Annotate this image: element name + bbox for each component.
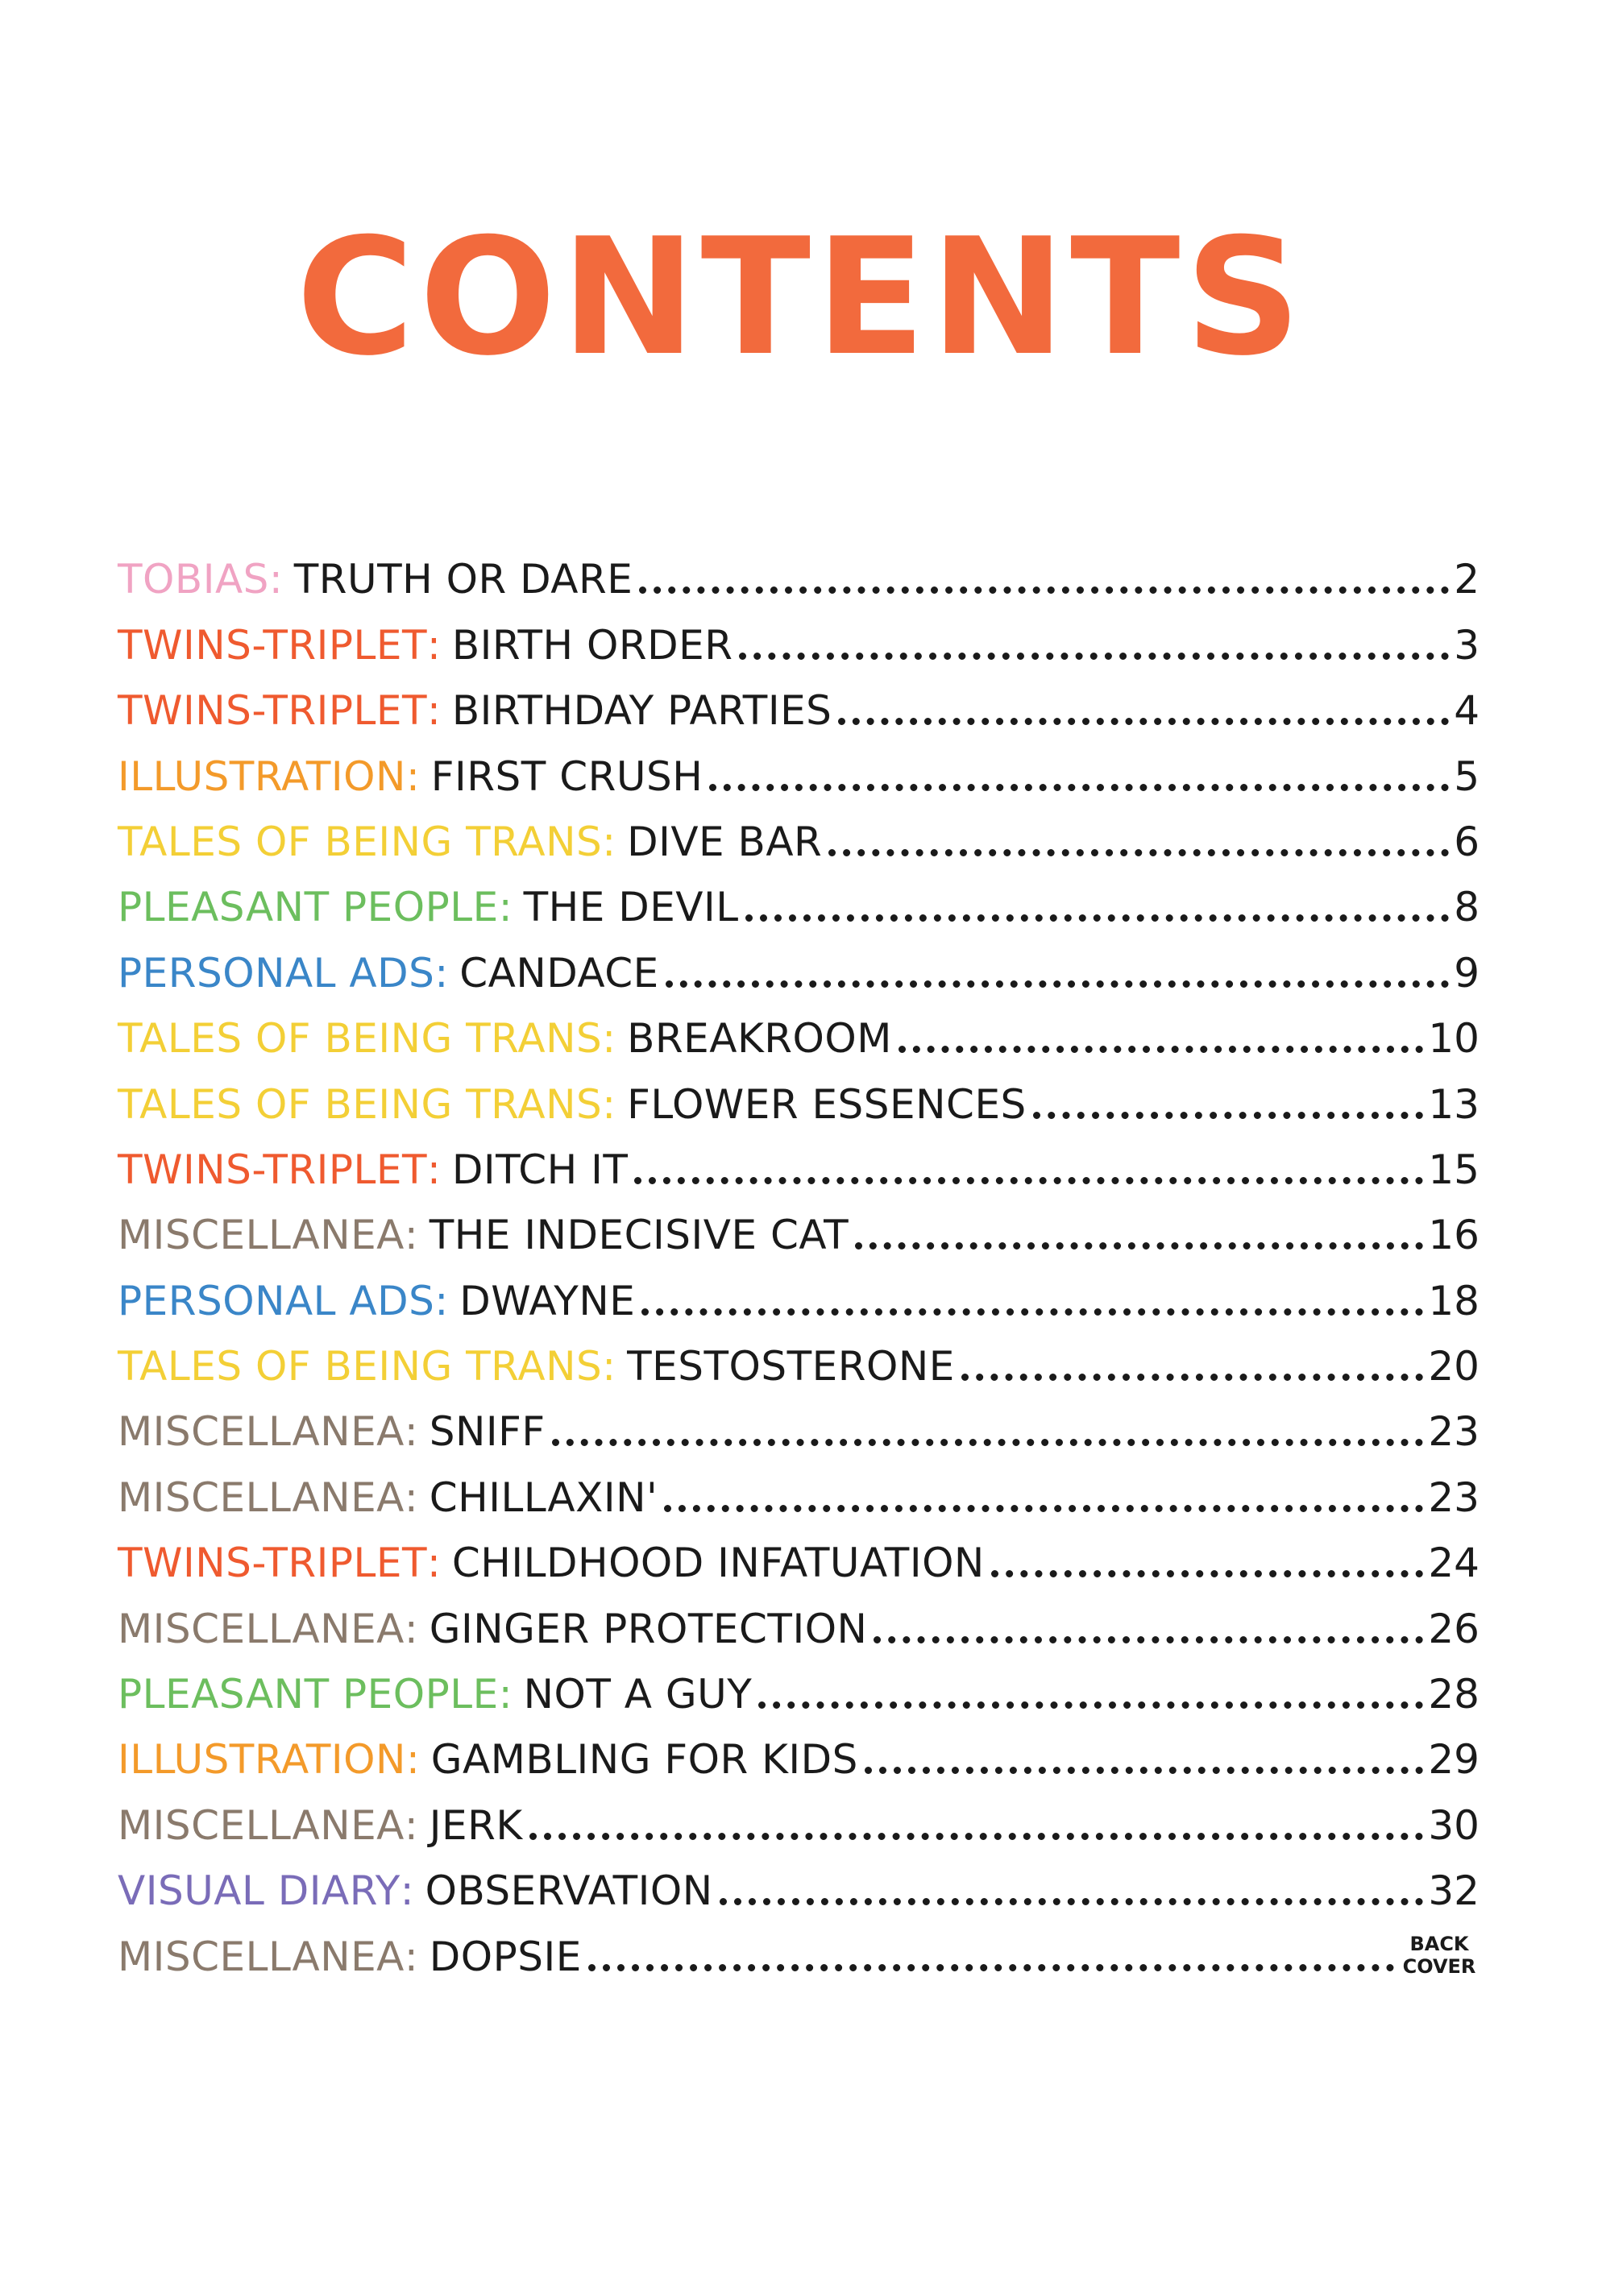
- toc-category: TALES OF BEING TRANS: [118, 1080, 603, 1128]
- toc-page-number: 8: [1454, 884, 1480, 931]
- toc-story-title: BIRTH ORDER: [451, 621, 733, 669]
- page-title: CONTENTS: [296, 204, 1306, 392]
- toc-entry: [118, 1653, 1480, 1718]
- category-separator: :: [427, 1146, 441, 1193]
- toc-entry: [118, 603, 1480, 669]
- category-separator: :: [498, 1671, 513, 1718]
- dot-leader: [745, 914, 1450, 922]
- toc-entry: [118, 1784, 1480, 1849]
- dot-leader: [709, 784, 1449, 791]
- toc-category: TOBIAS: [118, 556, 269, 603]
- toc-page-number: 18: [1428, 1277, 1480, 1324]
- toc-category: TALES OF BEING TRANS: [118, 1343, 603, 1390]
- dot-leader: [720, 1898, 1424, 1905]
- toc-story-title: DOPSIE: [429, 1933, 582, 1980]
- toc-category: MISCELLANEA: [118, 1605, 405, 1652]
- toc-entry: [118, 1194, 1480, 1259]
- toc-page-number: 24: [1428, 1540, 1480, 1587]
- toc-category: MISCELLANEA: [118, 1801, 405, 1849]
- toc-entry: [118, 1390, 1480, 1456]
- toc-story-title: FIRST CRUSH: [430, 752, 703, 800]
- category-separator: :: [268, 556, 283, 603]
- toc-entry: [118, 1456, 1480, 1521]
- dot-leader: [855, 1242, 1423, 1250]
- category-separator: :: [434, 1277, 449, 1324]
- toc-story-title: BIRTHDAY PARTIES: [451, 687, 832, 735]
- dot-leader: [828, 849, 1449, 856]
- dot-leader: [991, 1570, 1424, 1577]
- toc-entry: [118, 801, 1480, 866]
- toc-story-title: CHILLAXIN': [429, 1473, 658, 1521]
- category-separator: :: [427, 687, 441, 735]
- toc-page-number: 9: [1454, 949, 1480, 997]
- dot-leader: [961, 1374, 1424, 1381]
- toc-story-title: FLOWER ESSENCES: [627, 1080, 1027, 1128]
- toc-page-number: 23: [1428, 1408, 1480, 1456]
- category-separator: :: [602, 1080, 616, 1128]
- category-separator: :: [404, 1801, 418, 1849]
- toc-page-number: 29: [1428, 1736, 1480, 1784]
- toc-page-number: 5: [1454, 752, 1480, 800]
- toc-entry: [118, 538, 1480, 603]
- toc-entry: [118, 997, 1480, 1063]
- dot-leader: [865, 1767, 1424, 1774]
- toc-story-title: GINGER PROTECTION: [429, 1605, 868, 1652]
- toc-category: MISCELLANEA: [118, 1212, 405, 1259]
- dot-leader: [634, 1177, 1423, 1184]
- toc-story-title: DIVE BAR: [627, 818, 823, 865]
- category-separator: :: [404, 1408, 418, 1456]
- dot-leader: [874, 1636, 1423, 1643]
- toc-page-number: 4: [1454, 687, 1480, 735]
- category-separator: :: [405, 752, 420, 800]
- toc-story-title: CANDACE: [459, 949, 659, 997]
- toc-page-number: 30: [1428, 1801, 1480, 1849]
- toc-entry: [118, 1063, 1480, 1128]
- toc-story-title: JERK: [429, 1801, 523, 1849]
- dot-leader: [899, 1046, 1424, 1053]
- toc-category: PLEASANT PEOPLE: [118, 1671, 499, 1718]
- toc-category: TALES OF BEING TRANS: [118, 818, 603, 865]
- toc-entry: [118, 866, 1480, 931]
- toc-story-title: THE INDECISIVE CAT: [429, 1212, 849, 1259]
- toc-category: MISCELLANEA: [118, 1408, 405, 1456]
- toc-story-title: DWAYNE: [459, 1277, 636, 1324]
- toc-category: TWINS-TRIPLET: [118, 621, 427, 669]
- toc-category: ILLUSTRATION: [118, 752, 406, 800]
- toc-page-number: 15: [1428, 1146, 1480, 1193]
- category-separator: :: [498, 884, 513, 931]
- toc-category: PLEASANT PEOPLE: [118, 884, 499, 931]
- toc-category: PERSONAL ADS: [118, 1277, 435, 1324]
- dot-leader: [758, 1701, 1423, 1709]
- dot-leader: [588, 1964, 1394, 1971]
- toc-entry: [118, 1850, 1480, 1915]
- toc-category: TWINS-TRIPLET: [118, 1540, 427, 1587]
- toc-entry: [118, 1718, 1480, 1784]
- toc-page-number: 13: [1428, 1080, 1480, 1128]
- toc-story-title: OBSERVATION: [425, 1867, 713, 1915]
- toc-story-title: NOT A GUY: [523, 1671, 753, 1718]
- toc-entry: [118, 669, 1480, 735]
- toc-entry: [118, 735, 1480, 800]
- dot-leader: [639, 586, 1449, 594]
- toc-page-number: 23: [1428, 1473, 1480, 1521]
- category-separator: :: [602, 818, 616, 865]
- toc-entry: [118, 1129, 1480, 1194]
- dot-leader: [664, 1505, 1423, 1512]
- toc-story-title: DITCH IT: [451, 1146, 629, 1193]
- dot-leader: [666, 980, 1449, 988]
- toc-category: MISCELLANEA: [118, 1933, 405, 1980]
- toc-page-number: 16: [1428, 1212, 1480, 1259]
- category-separator: :: [404, 1605, 418, 1652]
- toc-entry: [118, 1259, 1480, 1324]
- category-separator: :: [404, 1212, 418, 1259]
- dot-leader: [739, 653, 1449, 660]
- toc-story-title: TRUTH OR DARE: [293, 556, 633, 603]
- toc-story-title: GAMBLING FOR KIDS: [430, 1736, 858, 1784]
- category-separator: :: [602, 1015, 616, 1063]
- toc-page-number: 6: [1454, 818, 1480, 865]
- toc-category: TWINS-TRIPLET: [118, 1146, 427, 1193]
- toc-page-number: 28: [1428, 1671, 1480, 1718]
- toc-story-title: BREAKROOM: [627, 1015, 892, 1063]
- category-separator: :: [404, 1473, 418, 1521]
- toc-story-title: THE DEVIL: [523, 884, 739, 931]
- toc-entry: [118, 1915, 1480, 1980]
- toc-entry: [118, 931, 1480, 997]
- toc-story-title: SNIFF: [429, 1408, 546, 1456]
- toc-page-number: 32: [1428, 1867, 1480, 1915]
- dot-leader: [838, 718, 1449, 725]
- dot-leader: [529, 1833, 1424, 1840]
- category-separator: :: [400, 1867, 414, 1915]
- toc-category: TWINS-TRIPLET: [118, 687, 427, 735]
- toc-category: ILLUSTRATION: [118, 1736, 406, 1784]
- toc-story-title: TESTOSTERONE: [627, 1343, 955, 1390]
- dot-leader: [641, 1308, 1423, 1316]
- category-separator: :: [405, 1736, 420, 1784]
- toc-category: PERSONAL ADS: [118, 949, 435, 997]
- dot-leader: [552, 1439, 1424, 1446]
- toc-entry: [118, 1522, 1480, 1587]
- toc-page-number: BACK COVER: [1402, 1932, 1476, 1978]
- toc-page-number: 2: [1454, 556, 1480, 603]
- category-separator: :: [602, 1343, 616, 1390]
- dot-leader: [1033, 1112, 1424, 1119]
- toc-story-title: CHILDHOOD INFATUATION: [451, 1540, 985, 1587]
- category-separator: :: [434, 949, 449, 997]
- category-separator: :: [427, 1540, 441, 1587]
- table-of-contents: [118, 538, 1480, 1981]
- toc-page-number: 3: [1454, 621, 1480, 669]
- toc-entry: [118, 1325, 1480, 1390]
- toc-category: VISUAL DIARY: [118, 1867, 400, 1915]
- toc-page-number: 20: [1428, 1343, 1480, 1390]
- toc-category: TALES OF BEING TRANS: [118, 1015, 603, 1063]
- toc-category: MISCELLANEA: [118, 1473, 405, 1521]
- category-separator: :: [404, 1933, 418, 1980]
- toc-page-number: 10: [1428, 1015, 1480, 1063]
- category-separator: :: [427, 621, 441, 669]
- toc-page-number: 26: [1428, 1605, 1480, 1652]
- toc-entry: [118, 1587, 1480, 1652]
